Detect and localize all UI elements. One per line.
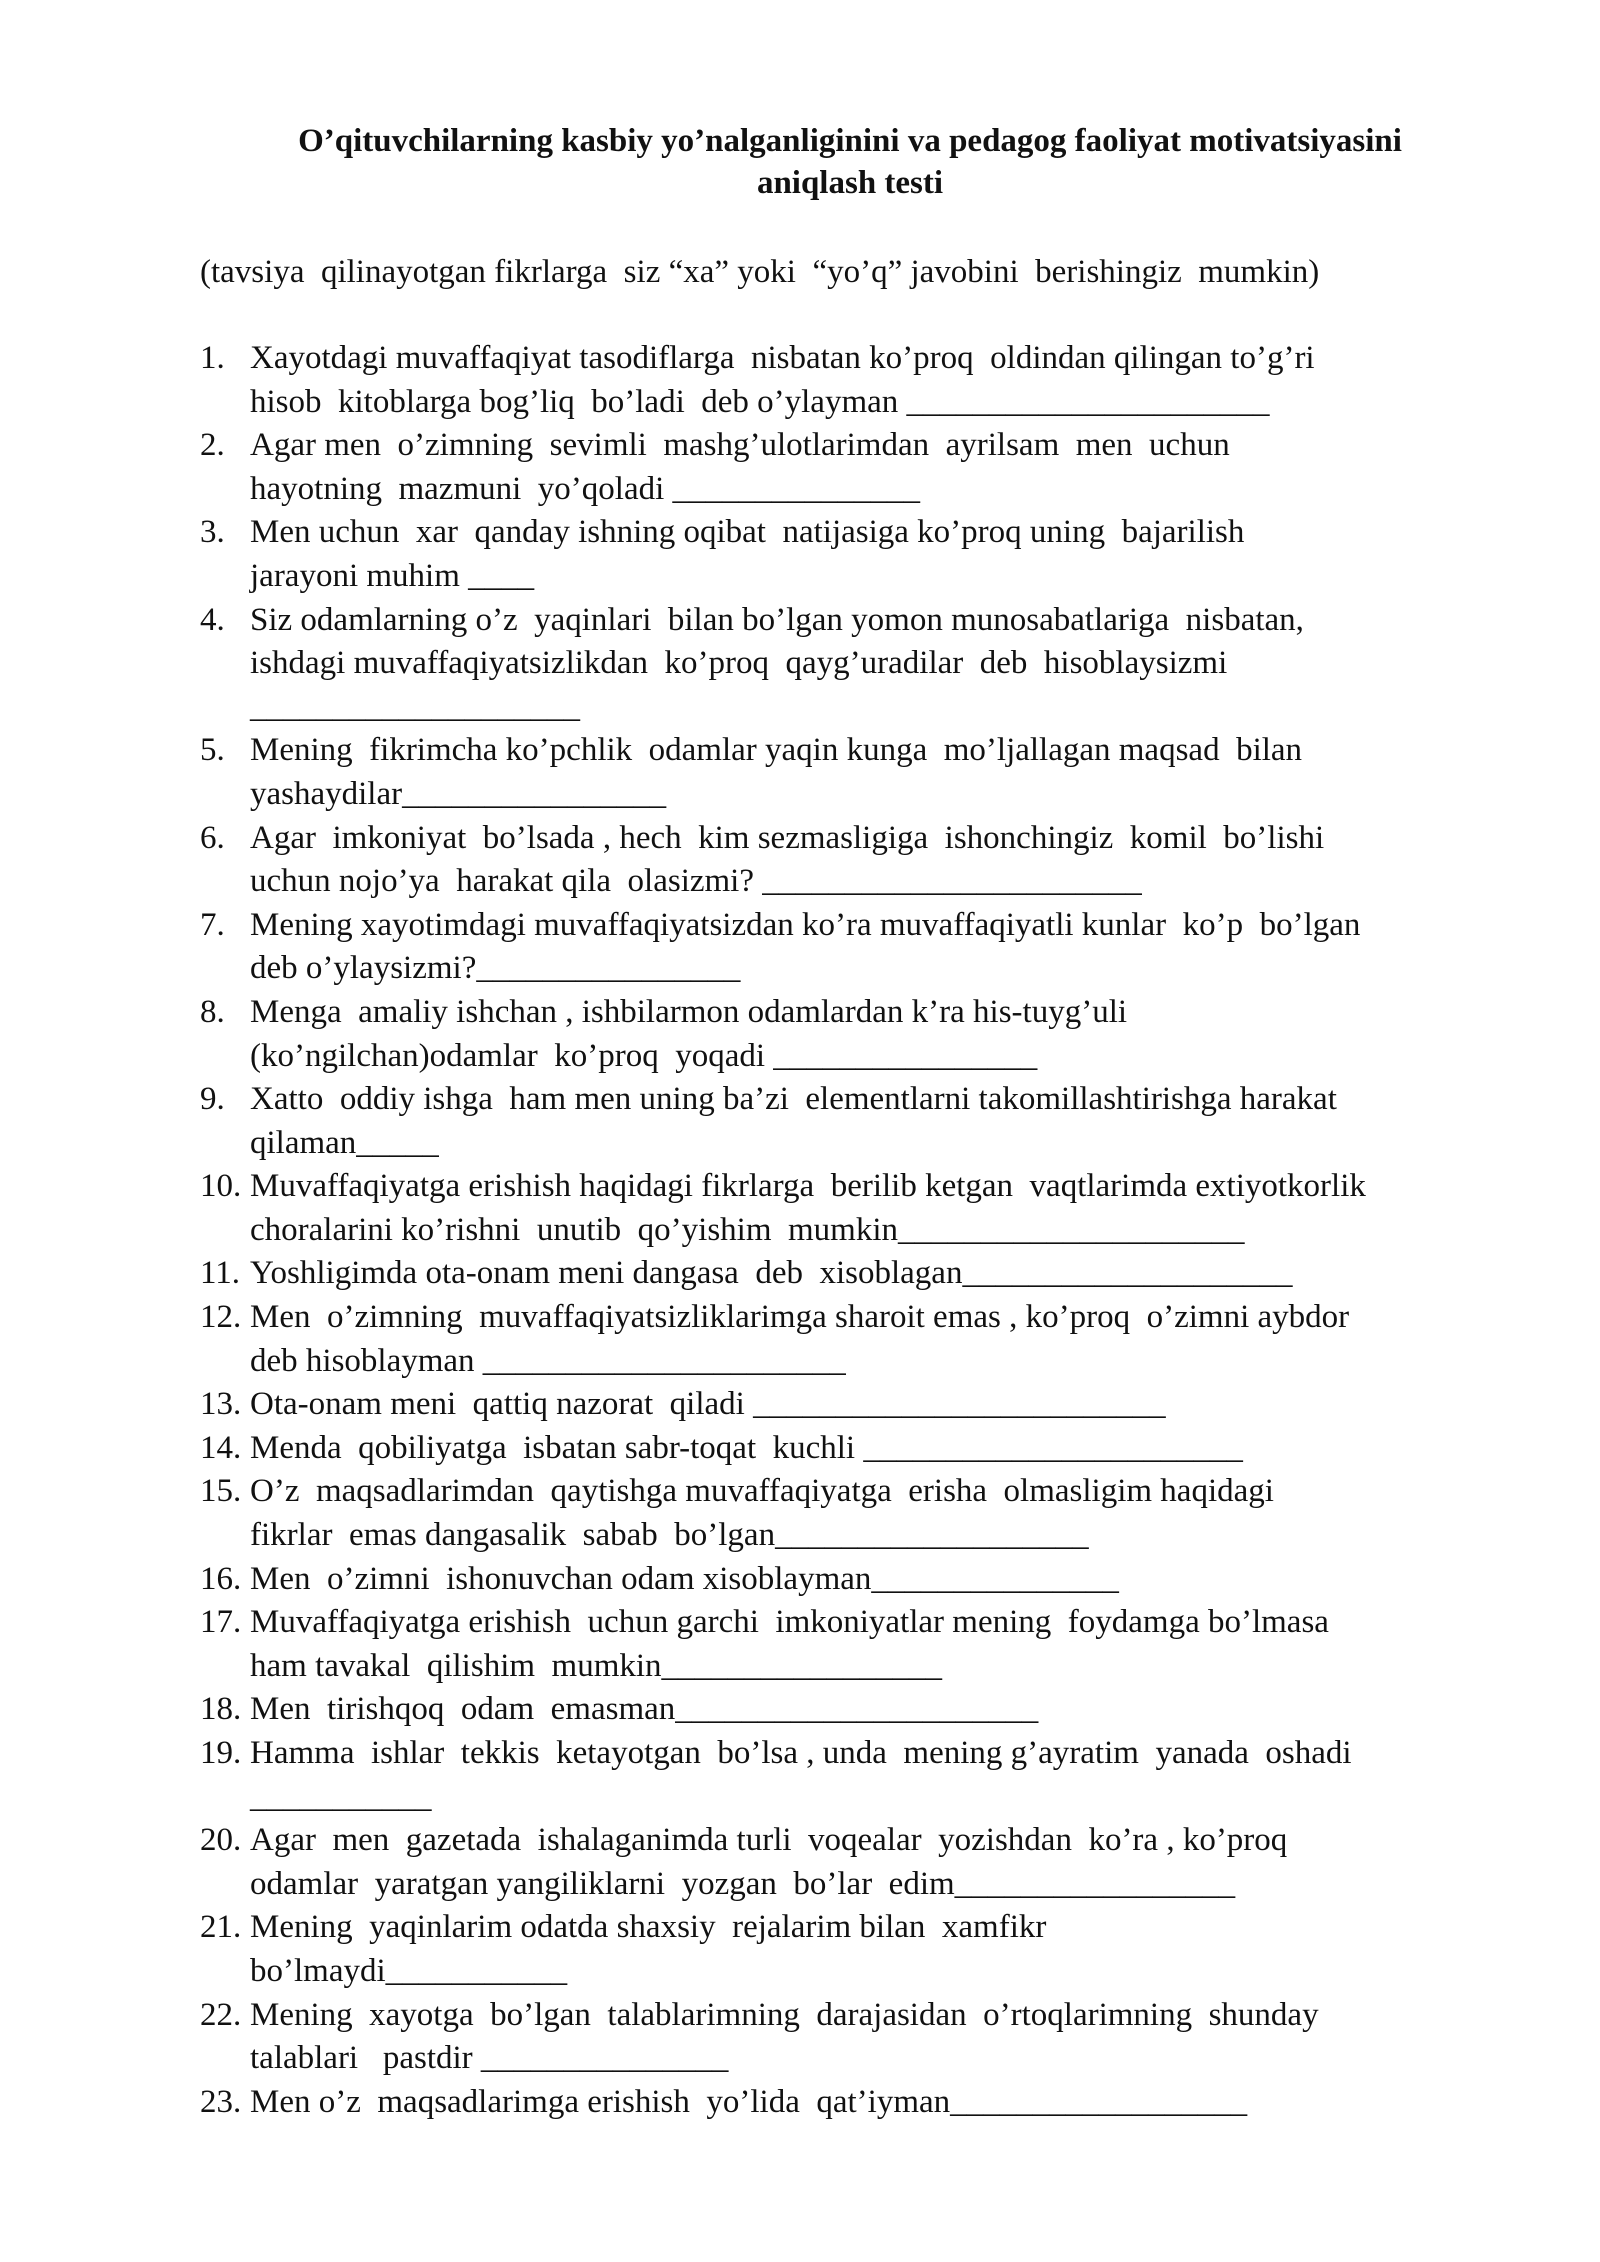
question-item (200, 1296, 1540, 1383)
question-number: 2. (200, 427, 225, 464)
title-line-2: aniqlash testi (756, 165, 944, 201)
question-text-line: O’z maqsadlarimdan qaytishga muvaffaqiyatga erisha olmasligim haqidagi (250, 1473, 1274, 1510)
document-title (200, 120, 1500, 204)
question-item (200, 817, 1540, 904)
title-line-1: O’qituvchilarning kasbiy yo’nalganliginini va pedagog faoliyat motivatsiyasini (298, 123, 1402, 159)
question-number: 23. (200, 2083, 242, 2120)
question-item (200, 424, 1540, 511)
question-text-line: deb o’ylaysizmi?________________ (250, 950, 741, 987)
question-text-line: Mening fikrimcha ko’pchlik odamlar yaqin kunga mo’ljallagan maqsad bilan (250, 732, 1303, 769)
question-number: 20. (200, 1822, 242, 1859)
question-number: 19. (200, 1735, 242, 1771)
question-text-line: Menda qobiliyatga isbatan sabr-toqat kuchli _______________________ (250, 1429, 1243, 1466)
question-text-line: Men uchun xar qanday ishning oqibat natijasiga ko’proq uning bajarilish (250, 514, 1245, 551)
question-text-line: fikrlar emas dangasalik sabab bo’lgan___________________ (250, 1517, 1089, 1554)
question-text-line: (ko’ngilchan)odamlar ko’proq yoqadi ________________ (250, 1037, 1038, 1074)
question-item (200, 1383, 1540, 1427)
question-item (200, 904, 1540, 991)
question-text-line: Menga amaliy ishchan , ishbilarmon odamlardan k’ra his-tuyg’uli (250, 993, 1128, 1030)
question-number: 17. (200, 1604, 242, 1641)
question-text-line: Mening yaqinlarim odatda shaxsiy rejalarim bilan xamfikr (250, 1909, 1047, 1946)
question-item (200, 1165, 1540, 1252)
question-number: 8. (200, 993, 225, 1030)
question-text-line: Men o’zimning muvaffaqiyatsizliklarimga sharoit emas , ko’proq o’zimni aybdor (250, 1299, 1350, 1336)
question-number: 21. (200, 1909, 242, 1946)
question-text-line: hisob kitoblarga bog’liq bo’ladi deb o’ylayman ______________________ (250, 383, 1270, 420)
question-item (200, 337, 1540, 424)
question-number: 6. (200, 819, 225, 856)
question-text-line: ham tavakal qilishim mumkin_________________ (250, 1647, 943, 1684)
question-text-line: qilaman_____ (250, 1124, 439, 1161)
question-item (200, 1601, 1540, 1688)
question-text-line: Men tirishqoq odam emasman______________________ (250, 1691, 1039, 1728)
question-list (200, 337, 1540, 2124)
question-text-line: hayotning mazmuni yo’qoladi _______________ (250, 470, 921, 507)
question-text-line: jarayoni muhim ____ (250, 557, 535, 594)
question-text-line: Muvaffaqiyatga erishish haqidagi fikrlarga berilib ketgan vaqtlarimda extiyotkorlik (250, 1168, 1366, 1205)
question-number: 13. (200, 1386, 242, 1423)
question-number: 3. (200, 514, 225, 551)
question-number: 9. (200, 1081, 225, 1118)
question-number: 22. (200, 1996, 242, 2033)
question-text-line: choralarini ko’rishni unutib qo’yishim mumkin_____________________ (250, 1211, 1245, 1248)
question-number: 15. (200, 1473, 242, 1510)
question-item (200, 729, 1540, 816)
question-item (200, 1732, 1540, 1819)
question-number: 11. (200, 1255, 241, 1292)
question-item (200, 2081, 1540, 2125)
question-item (200, 1558, 1540, 1602)
question-text-line: yashaydilar________________ (250, 775, 667, 812)
question-number: 4. (200, 601, 225, 638)
instructions-text: (tavsiya qilinayotgan fikrlarga siz “xa” yoki “yo’q” javobini berishingiz mumkin) (200, 254, 1320, 290)
question-text-line: Yoshligimda ota-onam meni dangasa deb xisoblagan____________________ (250, 1255, 1293, 1292)
question-item (200, 1252, 1540, 1296)
question-number: 10. (200, 1168, 242, 1205)
question-number: 5. (200, 732, 225, 769)
question-text-line: Men o’z maqsadlarimga erishish yo’lida qat’iyman__________________ (250, 2083, 1248, 2120)
question-text-line: deb hisoblayman ______________________ (250, 1342, 846, 1379)
question-item (200, 599, 1540, 730)
question-item (200, 1427, 1540, 1471)
question-text-line: Mening xayotimdagi muvaffaqiyatsizdan ko’ra muvaffaqiyatli kunlar ko’p bo’lgan (250, 906, 1361, 943)
question-text-line: bo’lmaydi___________ (250, 1952, 568, 1989)
question-text-line: talablari pastdir _______________ (250, 2040, 729, 2077)
question-item (200, 1688, 1540, 1732)
question-text-line: Xatto oddiy ishga ham men uning ba’zi elementlarni takomillashtirishga harakat (250, 1081, 1337, 1118)
question-text-line: ____________________ (250, 688, 580, 725)
question-text-line: Mening xayotga bo’lgan talablarimning darajasidan o’rtoqlarimning shunday (250, 1996, 1319, 2033)
question-text-line: Xayotdagi muvaffaqiyat tasodiflarga nisbatan ko’proq oldindan qilingan to’g’ri (250, 340, 1315, 376)
question-text-line: uchun nojo’ya harakat qila olasizmi? _______________________ (250, 863, 1142, 900)
question-text-line: Hamma ishlar tekkis ketayotgan bo’lsa , unda mening g’ayratim yanada oshadi (250, 1735, 1352, 1771)
question-item (200, 1906, 1540, 1993)
question-item (200, 511, 1540, 598)
question-number: 14. (200, 1429, 242, 1466)
question-number: 12. (200, 1299, 242, 1336)
question-number: 16. (200, 1560, 242, 1597)
question-number: 1. (200, 340, 225, 376)
question-text-line: Muvaffaqiyatga erishish uchun garchi imkoniyatlar mening foydamga bo’lmasa (250, 1604, 1329, 1641)
question-text-line: Men o’zimni ishonuvchan odam xisoblayman_______________ (250, 1560, 1119, 1597)
question-text-line: Agar imkoniyat bo’lsada , hech kim sezmasligiga ishonchingiz komil bo’lishi (250, 819, 1325, 856)
question-number: 18. (200, 1691, 242, 1728)
question-text-line: ___________ (250, 1778, 432, 1815)
question-text-line: odamlar yaratgan yangiliklarni yozgan bo’lar edim_________________ (250, 1865, 1236, 1902)
question-item (200, 1470, 1540, 1557)
question-text-line: Ota-onam meni qattiq nazorat qiladi _________________________ (250, 1386, 1166, 1423)
question-item (200, 991, 1540, 1078)
question-item (200, 1994, 1540, 2081)
question-number: 7. (200, 906, 225, 943)
question-item (200, 1819, 1540, 1906)
question-text-line: Agar men o’zimning sevimli mashg’ulotlarimdan ayrilsam men uchun (250, 427, 1230, 464)
question-text-line: Agar men gazetada ishalaganimda turli voqealar yozishdan ko’ra , ko’proq (250, 1822, 1288, 1859)
question-item (200, 1078, 1540, 1165)
question-text-line: ishdagi muvaffaqiyatsizlikdan ko’proq qayg’uradilar deb hisoblaysizmi (250, 645, 1228, 682)
question-text-line: Siz odamlarning o’z yaqinlari bilan bo’lgan yomon munosabatlariga nisbatan, (250, 601, 1304, 638)
